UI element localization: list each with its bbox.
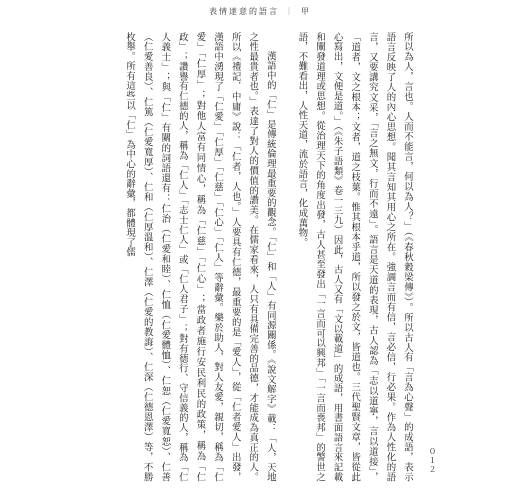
chapter-marker: 甲	[301, 6, 311, 16]
book-title: 表情達意的語言	[209, 6, 279, 16]
running-header	[0, 4, 520, 18]
header-separator: ｜	[285, 6, 295, 16]
body-text	[121, 32, 417, 482]
paragraph-1: 所以為人，言也。人而不能言，何以為人？」（《春秋穀梁傳》）。所以古人有「言為心聲」的成語，表示語言反映了人的內心思想。聞其言知其用心之所在。強調言而有信，言必信，行必果。作為人性化的語言，又要講究文采，「言之無文，行而不遠」。語言是天道的表現，古人認為「志以道寧，言以道接」，「道者，文之根本；文者，道之枝葉。惟其根本乎道，所以發之於文，皆道也。三代聖賢文章，皆從此心寫出，文便是道。」（《朱子語類》卷一三九）因此，古人又有「文以載道」的成語，用書面語言來記載和闡發道理或思想。從治理天下的角度出發，古人甚至發出「一言而可以興邦」「一言而喪邦」的警世之語，不難看出，人性天道，流於語言，化成萬物。	[296, 32, 413, 482]
paragraph-gap	[279, 32, 293, 482]
paragraph-2: 漢語中的「仁」是傳統倫理最重要的觀念。「仁」和「人」有同源關係。《說文解字》載：「人，天地之性最貴者也。」表達了對人的價值的讚美。在儒家看來，人只有具備完善的品德，才能成為真正的人。所以《禮記．中庸》說：「仁者，人也。」人要具有仁德，最重要的是「愛人」，從「仁者愛人」出發，漢語中湧現了「仁愛」「仁厚」「仁慈」「仁心」「仁人」等辭彙。樂於助人，對人友愛，親切，稱為「仁愛」「仁厚」；對他人富有同情心，稱為「仁慈」「仁心」；當政者施行安民利民的政策，稱為「仁政」；讚譽有仁德的人，稱為「仁人」「志士仁人」或「仁人君子」；對有德行、守信義的人，稱為「仁人義士」；與「仁」有關的詞語還有：仁治（仁愛和睦）、仁恤（仁愛體恤）、仁恕（仁愛寬恕）、仁善（仁愛善良）、仁篤（仁愛寬厚）、仁和（仁厚溫和）、仁澤（仁愛的教誨）、仁深（仁德恩澤）等，不勝枚舉。所有這些以「仁」為中心的辭彙，都體現了儒	[124, 32, 276, 482]
page-number: ０１２	[428, 447, 437, 474]
